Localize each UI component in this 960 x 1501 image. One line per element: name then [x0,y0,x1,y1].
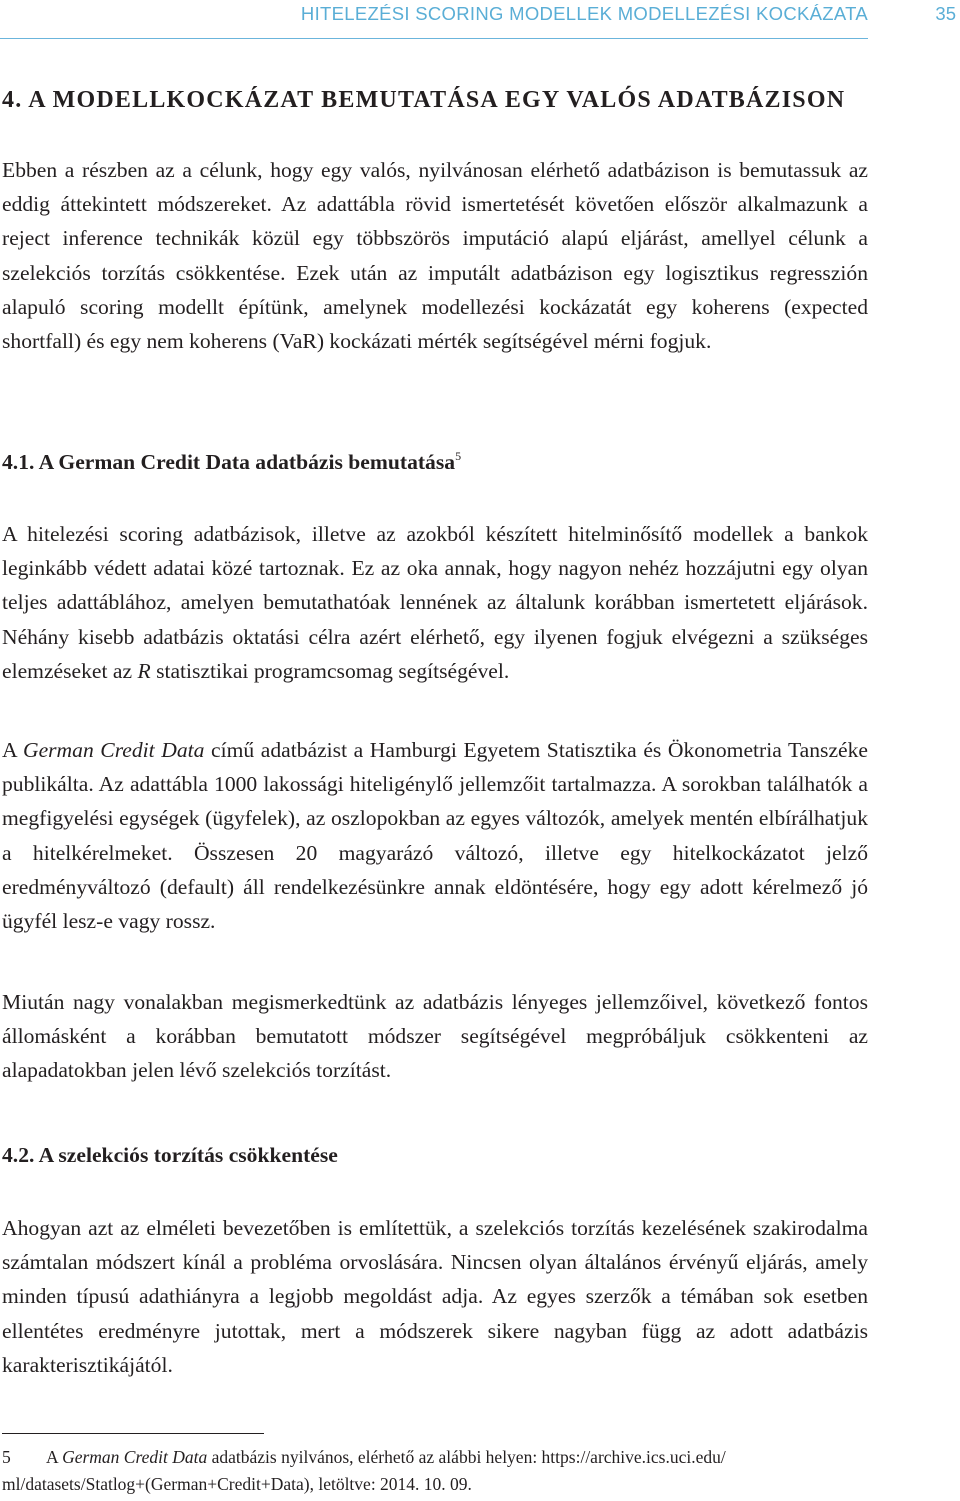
paragraph-text: A hitelezési scoring adatbázisok, illetve az azokból készített hitelminősítő modellek a bankok leginkább védett adatai közé tartoznak. Ez az oka annak, hogy nagyon nehéz hozzájutni egy olyan teljes adattáblához, amelyen bemutathatóak lennének az általunk korábban ismertetett eljárások. Néhány kisebb adatbázis oktatási célra azért elérhető, egy ilyenen fogjuk elvégezni a szükséges elemzéseket az [2,522,868,683]
paragraph-text: A [2,738,23,762]
section-title: 4.1. A German Credit Data adatbázis bemutatása [2,450,456,474]
section-heading-4-1 [2,449,461,475]
footnote-text: adatbázis nyilvános, elérhető az alábbi helyen: https://archive.ics.uci.edu/ ml/datasets/Statlog+(German+Credit+Data), letöltve: 2014. 10. 09. [2,1447,726,1494]
paragraph-text: statisztikai programcsomag segítségével. [150,658,510,683]
section-heading-4-2: 4.2. A szelekciós torzítás csökkentése [2,1143,338,1167]
footnote-number: 5 [2,1447,11,1467]
footnote-text: A [46,1447,63,1467]
section-4-1-paragraph-3: Miután nagy vonalakban megismerkedtünk az adatbázis lényeges jellemzőivel, következő fontos állomásként a korábban bemutatott módszer segítségével megpróbáljuk csökkenteni az alapadatokban jelen lévő szelekciós torzítást. [2,990,868,1083]
chapter-title: 4. A MODELLKOCKÁZAT BEMUTATÁSA EGY VALÓS ADATBÁZISON [2,87,846,113]
section-4-1-paragraph-1 [2,517,868,688]
paragraph-text: című adatbázist a Hamburgi Egyetem Statisztika és Ökonometria Tanszéke publikálta. Az adattábla 1000 lakossági hiteligénylő jellemzőit tartalmazza. A sorokban találhatók a megfigyelési egységek (ügyfelek), az oszlopokban az egyes változók, amelyek mentén elbírálhatjuk a hitelkérelmeket. Összesen 20 magyarázó változó, illetve egy hitelkockázatot jelző eredményváltozó (default) áll rendelkezésünkre annak eldöntésére, hogy egy adott kérelmező jó ügyfél lesz-e vagy rossz. [2,738,868,934]
header-rule [0,38,868,39]
footnote-mark: 5 [455,449,462,463]
german-credit-data-italic: German Credit Data [22,738,205,762]
section-4-2-paragraph-1: Ahogyan azt az elméleti bevezetőben is említettük, a szelekciós torzítás kezelésének szakirodalma számtalan módszert kínál a probléma orvoslására. Nincsen olyan általános érvényű eljárás, amely minden típusú adathiányra a legjobb megoldást adja. Az egyes szerzők a témában sok esetben ellentétes eredményre jutottak, mert a módszerek sikere nagyban függ az adott adatbázis karakterisztikájától. [2,1216,868,1377]
german-credit-data-italic: German Credit Data [62,1447,208,1467]
section-4-1-paragraph-2 [2,733,868,938]
r-italic: R [137,658,151,683]
page-number: 35 [935,3,956,24]
running-title: HITELEZÉSI SCORING MODELLEK MODELLEZÉSI KOCKÁZATA [300,3,868,24]
footnote [2,1444,868,1498]
running-header [0,0,960,40]
footnote-rule [2,1433,264,1434]
intro-paragraph: Ebben a részben az a célunk, hogy egy valós, nyilvánosan elérhető adatbázison is bemutassuk az eddig áttekintett módszereket. Az adattábla rövid ismertetését követően először alkalmazunk a reject inference technikák közül egy többszörös imputáció alapú eljárást, amellyel célunk a szelekciós torzítás csökkentése. Ezek után az imputált adatbázison egy logisztikus regresszión alapuló scoring modellt építünk, amelynek modellezési kockázatát egy koherens (expected shortfall) és egy nem koherens (VaR) kockázati mérték segítségével mérni fogjuk. [2,158,868,354]
